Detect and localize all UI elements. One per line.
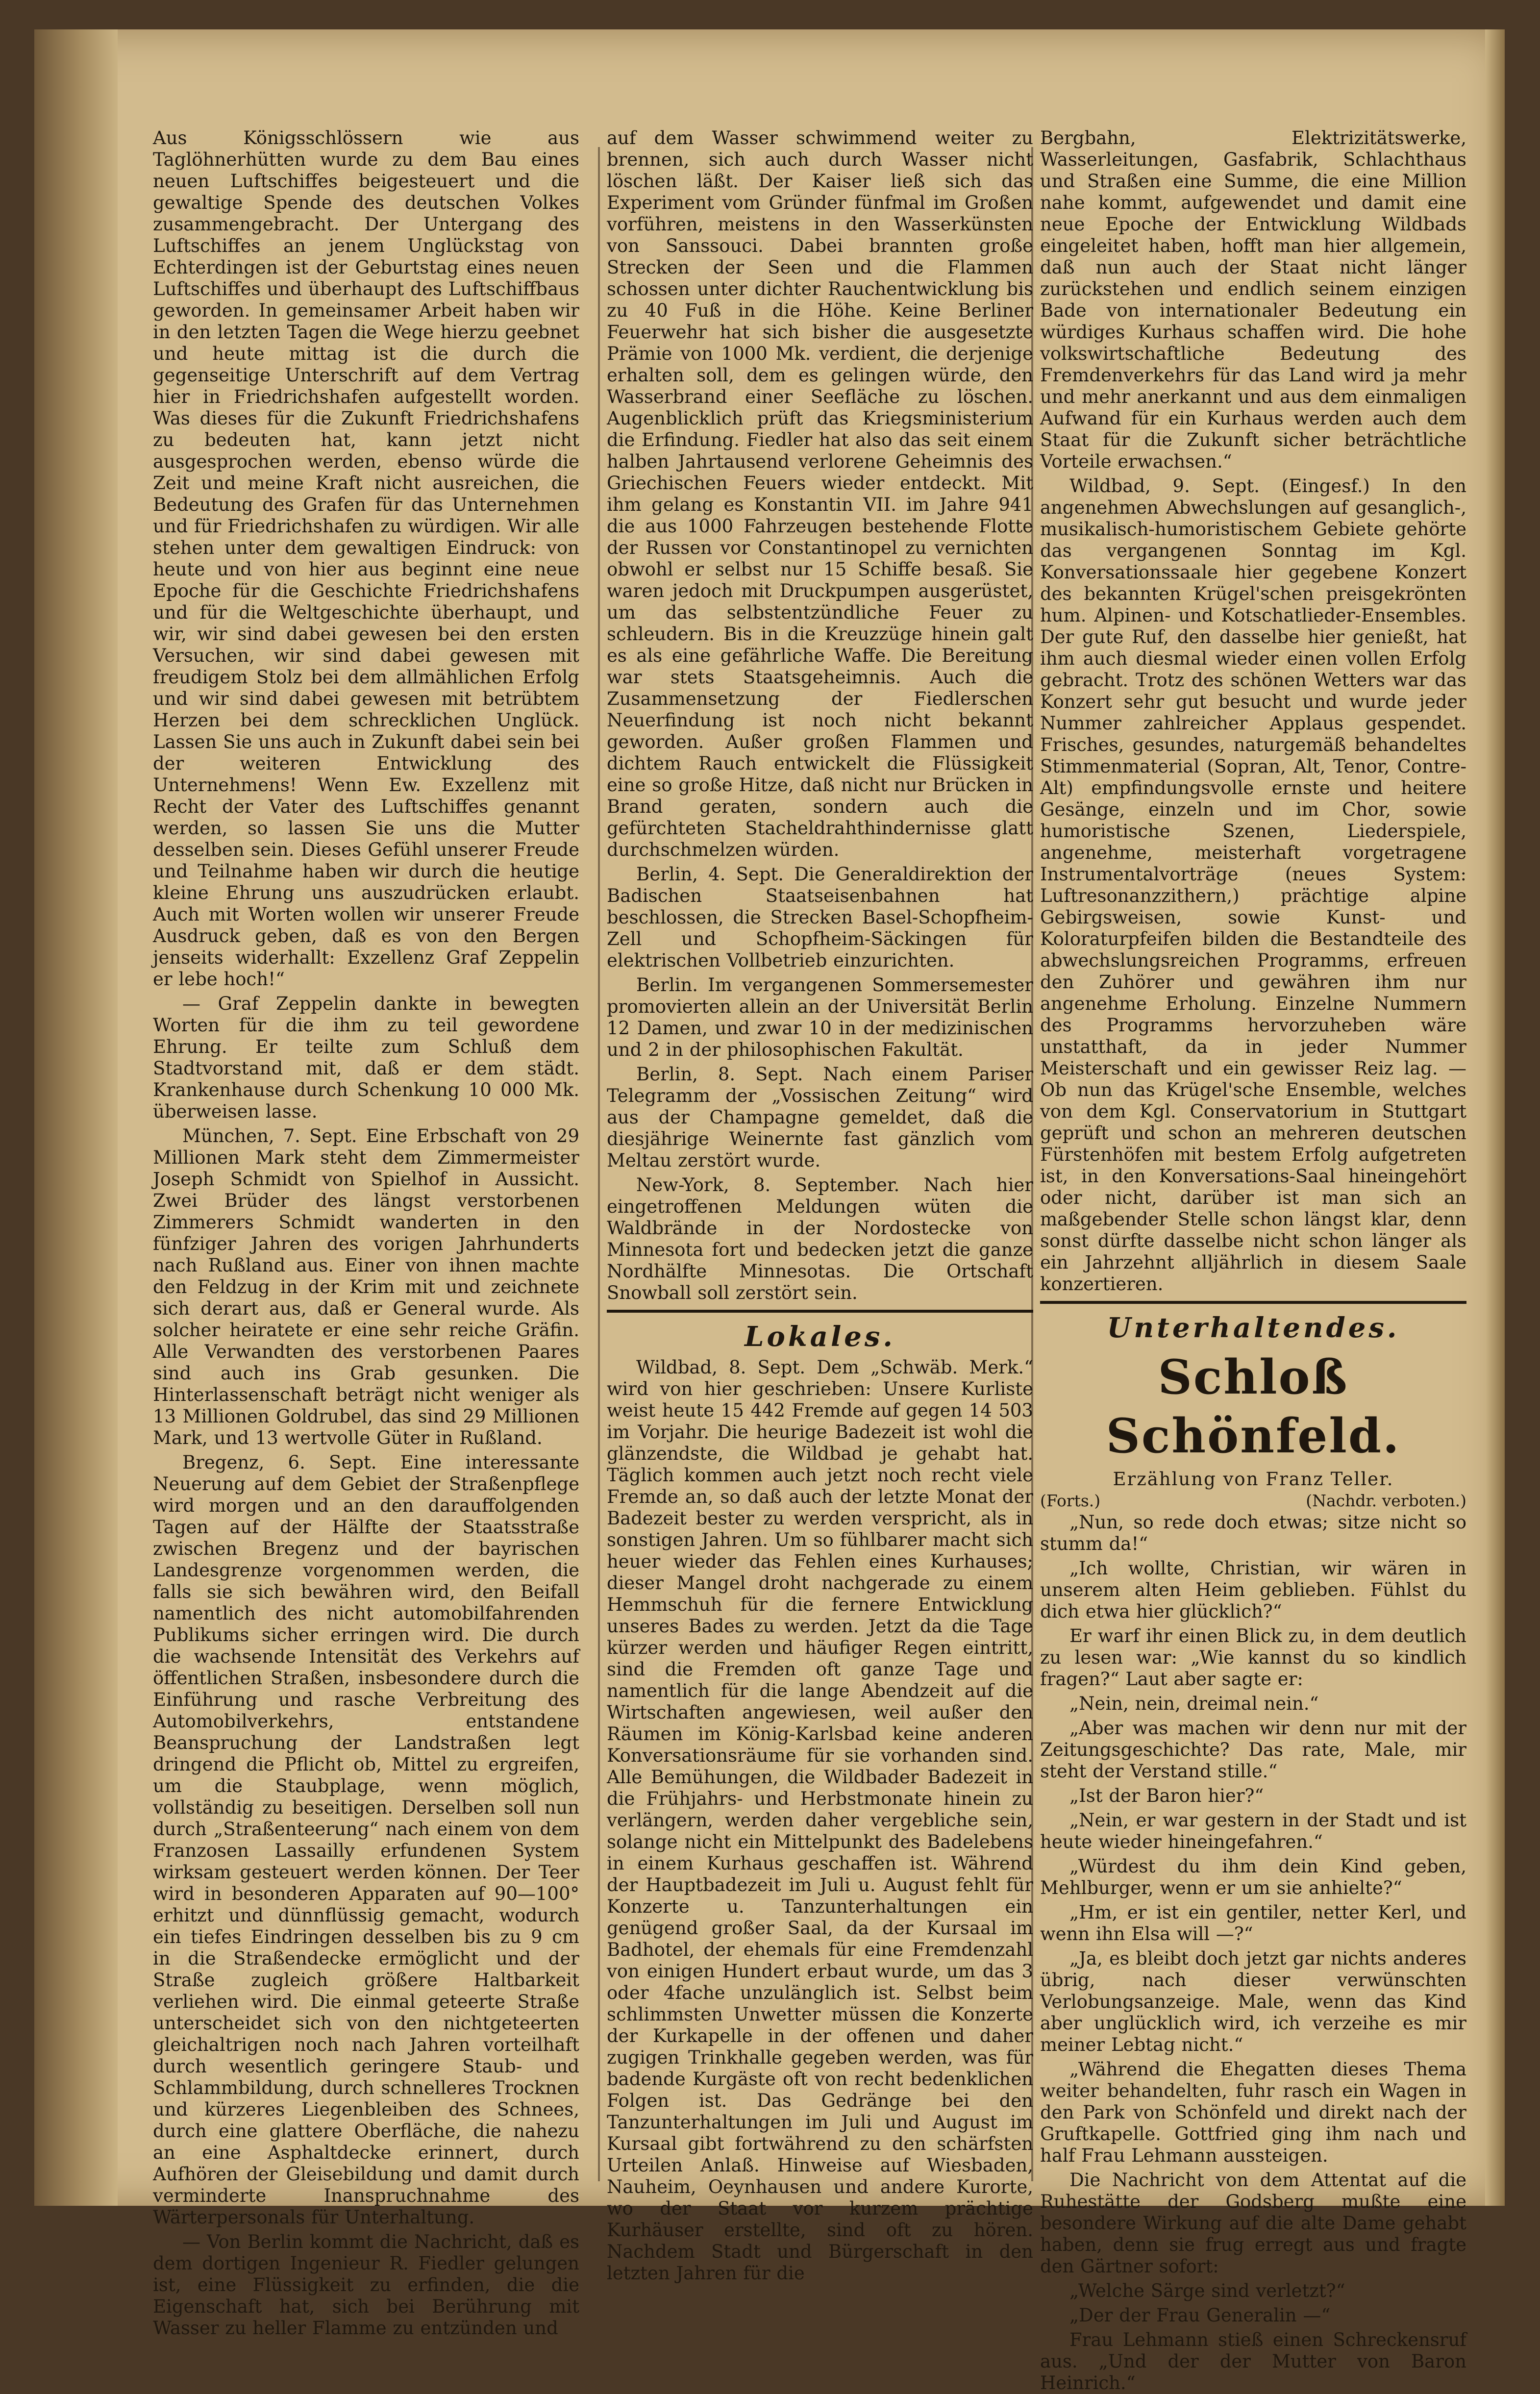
article-paragraph: München, 7. Sept. Eine Erbschaft von 29 Millionen Mark steht dem Zimmermeister Joseph Schmidt von Spielhof in Aussicht. Zwei Brüder des längst verstorbenen Zimmerers Schmidt wanderten in den fünfziger Jahren des vorigen Jahrhunderts nach Rußland aus. Einer von ihnen machte den Feldzug in der Krim mit und zeichnete sich derart aus, daß er General wurde. Als solcher heiratete er eine sehr reiche Gräfin. Alle Verwandten des verstorbenen Paares sind auch ins Grab gesunken. Die Hinterlassenschaft beträgt nicht weniger als 13 Millionen Goldrubel, das sind 29 Millionen Mark, und 13 wertvolle Güter in Rußland. xyxy=(153,1125,579,1448)
article-paragraph: „Ja, es bleibt doch jetzt gar nichts anderes übrig, nach dieser verwünschten Verlobungsanzeige. Male, wenn das Kind aber unglücklich wird, ich verzeihe es mir meiner Lebtag nicht.“ xyxy=(1040,1948,1466,2055)
article-paragraph: Aus Königsschlössern wie aus Taglöhnerhütten wurde zu dem Bau eines neuen Luftschiffes beigesteuert und die gewaltige Spende des deutschen Volkes zusammengebracht. Der Untergang des Luftschiffes an jenem Unglückstag von Echterdingen ist der Geburtstag eines neuen Luftschiffes und überhaupt des Luftschiffbaus geworden. In gemeinsamer Arbeit haben wir in den letzten Tagen die Wege hierzu geebnet und heute mittag ist die durch die gegenseitige Unterschrift auf dem Vertrag hier in Friedrichshafen aufgestellt worden. Was dieses für die Zukunft Friedrichshafens zu bedeuten hat, kann jetzt nicht ausgesprochen werden, ebenso würde die Zeit und meine Kraft nicht ausreichen, die Bedeutung des Grafen für das Unternehmen und für Friedrichshafen zu würdigen. Wir alle stehen unter dem gewaltigen Eindruck: von heute und von hier aus beginnt eine neue Epoche für die Geschichte Friedrichshafens und für die Weltgeschichte überhaupt, und wir, wir sind dabei gewesen bei den ersten Versuchen, wir sind dabei gewesen mit freudigem Stolz bei dem allmählichen Erfolg und wir sind dabei gewesen mit betrübtem Herzen bei dem schrecklichen Unglück. Lassen Sie uns auch in Zukunft dabei sein bei der weiteren Entwicklung des Unternehmens! Wenn Ew. Exzellenz mit Recht der Vater des Luftschiffes genannt werden, so lassen Sie uns die Mutter desselben sein. Dieses Gefühl unserer Freude und Teilnahme haben wir durch die heutige kleine Ehrung uns auszudrücken erlaubt. Auch mit Worten wollen wir unserer Freude Ausdruck geben, daß es von den Bergen jenseits widerhallt: Exzellenz Graf Zeppelin er lebe hoch!“ xyxy=(153,127,579,990)
unterhaltendes-heading: Unterhaltendes. xyxy=(1107,1312,1400,1344)
story-title: Schloß Schönfeld. xyxy=(1106,1349,1401,1464)
article-paragraph: Berlin, 4. Sept. Die Generaldirektion der Badischen Staatseisenbahnen hat beschlossen, die Strecken Basel-Schopfheim-Zell und Schopfheim-Säckingen für elektrischen Vollbetrieb einzurichten. xyxy=(607,864,1033,971)
article-paragraph: auf dem Wasser schwimmend weiter zu brennen, sich auch durch Wasser nicht löschen läßt. Der Kaiser ließ sich das Experiment vom Gründer fünfmal im Großen vorführen, meistens in den Wasserkünsten von Sanssouci. Dabei brannten große Strecken der Seen und die Flammen schossen unter dichter Rauchentwicklung bis zu 40 Fuß in die Höhe. Keine Berliner Feuerwehr hat sich bisher die ausgesetzte Prämie von 1000 Mk. verdient, die derjenige erhalten soll, dem es gelingen würde, den Wasserbrand einer Seefläche zu löschen. Augenblicklich prüft das Kriegsministerium die Erfindung. Fiedler hat also das seit einem halben Jahrtausend verlorene Geheimnis des Griechischen Feuers wieder entdeckt. Mit ihm gelang es Konstantin VII. im Jahre 941 die aus 1000 Fahrzeugen bestehende Flotte der Russen vor Constantinopel zu vernichten obwohl er selbst nur 15 Schiffe besaß. Sie waren jedoch mit Druckpumpen ausgerüstet, um das selbstentzündliche Feuer zu schleudern. Bis in die Kreuzzüge hinein galt es als eine gefährliche Waffe. Die Bereitung war stets Staatsgeheimnis. Auch die Zusammensetzung der Fiedlerschen Neuerfindung ist noch nicht bekannt geworden. Außer großen Flammen und dichtem Rauch entwickelt die Flüssigkeit eine so große Hitze, daß nicht nur Brücken in Brand geraten, sondern auch die gefürchteten Stacheldrahthindernisse glatt durchschmelzen würden. xyxy=(607,127,1033,860)
article-paragraph: Berlin. Im vergangenen Sommersemester promovierten allein an der Universität Berlin 12 Damen, und zwar 10 in der medizinischen und 2 in der philosophischen Fakultät. xyxy=(607,974,1033,1060)
article-paragraph: — Von Berlin kommt die Nachricht, daß es dem dortigen Ingenieur R. Fiedler gelungen ist, eine Flüssigkeit zu erfinden, die die Eigenschaft hat, sich bei Berührung mit Wasser zu heller Flamme zu entzünden und xyxy=(153,2231,579,2339)
section-rule xyxy=(1040,1301,1466,1304)
column-3 xyxy=(1040,127,1466,2394)
newspaper-page xyxy=(34,29,1505,2394)
article-paragraph: „Ist der Baron hier?“ xyxy=(1069,1785,1264,1806)
section-rule xyxy=(607,1310,1033,1313)
article-paragraph: Er warf ihr einen Blick zu, in dem deutlich zu lesen war: „Wie kannst du so kindlich fragen?“ Laut aber sagte er: xyxy=(1040,1625,1466,1690)
book-spine xyxy=(34,29,118,2206)
article-paragraph: Bregenz, 6. Sept. Eine interessante Neuerung auf dem Gebiet der Straßenpflege wird morgen und an den darauffolgenden Tagen auf der Hälfte der Staatsstraße zwischen Bregenz und der bayrischen Landesgrenze vorgenommen werden, die falls sie sich bewähren wird, den Beifall namentlich des nicht automobilfahrenden Publikums sicher erringen wird. Die durch die wachsende Intensität des Verkehrs auf öffentlichen Straßen, insbesondere durch die Einführung und rasche Verbreitung des Automobilverkehrs, entstandene Beanspruchung der Landstraßen legt dringend die Pflicht ob, Mittel zu ergreifen, um die Staubplage, wenn möglich, vollständig zu beseitigen. Derselben soll nun durch „Straßenteerung“ nach einem von dem Franzosen Lassailly erfundenen System wirksam gesteuert werden können. Der Teer wird in besonderen Apparaten auf 90—100° erhitzt und dünnflüssig gemacht, wodurch ein tiefes Eindringen desselben bis zu 9 cm in die Straßendecke ermöglicht und der Straße zugleich größere Haltbarkeit verliehen wird. Die einmal geteerte Straße unterscheidet sich von den nichtgeteerten gleichaltrigen noch nach Jahren vorteilhaft durch wesentlich geringere Staub- und Schlammbildung, durch schnelleres Trocknen und kürzeres Liegenbleiben des Schnees, durch eine glattere Oberfläche, die nahezu an eine Asphaltdecke erinnert, durch Aufhören der Gleisebildung und damit durch verminderte Inanspruchnahme des Wärterpersonals für Unterhaltung. xyxy=(153,1452,579,2228)
article-paragraph: „Welche Särge sind verletzt?“ xyxy=(1069,2280,1345,2301)
article-paragraph: Wildbad, 9. Sept. (Eingesf.) In den angenehmen Abwechslungen auf gesanglich-, musikalisch-humoristischem Gebiete gehörte das vergangenen Sonntag im Kgl. Konversationssaale hier gegebene Konzert des bekannten Krügel'schen preisgekrönten hum. Alpinen- und Kotschatlieder-Ensembles. Der gute Ruf, den dasselbe hier genießt, hat ihm auch diesmal wieder einen vollen Erfolg gebracht. Trotz des schönen Wetters war das Konzert sehr gut besucht und wurde jeder Nummer zahlreicher Applaus gespendet. Frisches, gesundes, naturgemäß behandeltes Stimmenmaterial (Sopran, Alt, Tenor, Contre-Alt) empfindungsvolle ernste und heitere Gesänge, einzeln und im Chor, sowie humoristische Szenen, Liederspiele, angenehme, meisterhaft vorgetragene Instrumentalvorträge (neues System: Luftresonanzzithern,) prächtige alpine Gebirgsweisen, sowie Kunst- und Koloraturpfeifen bilden die Bestandteile des abwechslungsreichen Programms, erfreuen den Zuhörer und gewähren ihm nur angenehme Erholung. Einzelne Nummern des Programms hervorzuheben wäre unstatthaft, da in jeder Nummer Meisterschaft und ein gewisser Reiz lag. — Ob nun das Krügel'sche Ensemble, welches von dem Kgl. Conservatorium in Stuttgart geprüft und schon an mehreren deutschen Fürstenhöfen mit bestem Erfolg aufgetreten ist, in den Konversations-Saal hineingehört oder nicht, darüber ist man sich an maßgebender Stelle schon längst klar, denn sonst dürfte dasselbe nicht schon länger als ein Jahrzehnt alljährlich in diesem Saale konzertieren. xyxy=(1040,475,1466,1295)
story-byline: Erzählung von Franz Teller. xyxy=(1113,1469,1394,1490)
article-paragraph: „Nein, er war gestern in der Stadt und ist heute wieder hineingefahren.“ xyxy=(1040,1810,1466,1852)
article-paragraph: Bergbahn, Elektrizitätswerke, Wasserleitungen, Gasfabrik, Schlachthaus und Straßen eine Summe, die eine Million nahe kommt, aufgewendet und damit eine neue Epoche der Entwicklung Wildbads eingeleitet haben, hofft man hier allgemein, daß nun auch der Staat nicht länger zurückstehen und endlich seinem einzigen Bade von internationaler Bedeutung ein würdiges Kurhaus schaffen wird. Die hohe volkswirtschaftliche Bedeutung des Fremdenverkehrs für das Land wird ja mehr und mehr anerkannt und aus dem einmaligen Aufwand für ein Kurhaus werden auch dem Staat für die Zukunft sicher beträchtliche Vorteile erwachsen.“ xyxy=(1040,127,1466,472)
article-paragraph: „Nun, so rede doch etwas; sitze nicht so stumm da!“ xyxy=(1040,1512,1466,1554)
article-paragraph: — Graf Zeppelin dankte in bewegten Worten für die ihm zu teil gewordene Ehrung. Er teilte zum Schluß dem Stadtvorstand mit, daß er dem städt. Krankenhause durch Schenkung 10 000 Mk. überweisen lasse. xyxy=(153,993,579,1122)
article-paragraph: Die Nachricht von dem Attentat auf die Ruhestätte der Godsberg mußte eine besondere Wirkung auf die alte Dame gehabt haben, denn sie frug erregt aus und fragte den Gärtner sofort: xyxy=(1040,2170,1466,2277)
article-paragraph: New-York, 8. September. Nach hier eingetroffenen Meldungen wüten die Waldbrände in der Nordostecke von Minnesota fort und bedecken jetzt die ganze Nordhälfte Minnesotas. Die Ortschaft Snowball soll zerstört sein. xyxy=(607,1174,1033,1303)
article-paragraph: „Würdest du ihm dein Kind geben, Mehlburger, wenn er um sie anhielte?“ xyxy=(1040,1856,1466,1898)
article-paragraph: „Ich wollte, Christian, wir wären in unserem alten Heim geblieben. Fühlst du dich etwa hier glücklich?“ xyxy=(1040,1558,1466,1622)
article-paragraph: „Aber was machen wir denn nur mit der Zeitungsgeschichte? Das rate, Male, mir steht der Verstand stille.“ xyxy=(1040,1718,1466,1782)
column-divider xyxy=(598,147,600,2181)
article-paragraph: „Während die Ehegatten dieses Thema weiter behandelten, fuhr rasch ein Wagen in den Park von Schönfeld und direkt nach der Gruftkapelle. Gottfried ging ihm nach und half Frau Lehmann aussteigen. xyxy=(1040,2059,1466,2166)
page-edge xyxy=(1485,29,1505,2206)
column-2 xyxy=(607,127,1033,2284)
article-paragraph: Frau Lehmann stieß einen Schreckensruf aus. „Und der der Mutter von Baron Heinrich.“ xyxy=(1040,2329,1466,2394)
article-paragraph: Wildbad, 8. Sept. Dem „Schwäb. Merk.“ wird von hier geschrieben: Unsere Kurliste weist heute 15 442 Fremde auf gegen 14 503 im Vorjahr. Die heurige Badezeit ist wohl die glänzendste, die Wildbad je gehabt hat. Täglich kommen auch jetzt noch recht viele Fremde an, so daß auch der letzte Monat der Badezeit bester zu werden verspricht, als in sonstigen Jahren. Um so fühlbarer macht sich heuer wieder das Fehlen eines Kurhauses; dieser Mangel droht nachgerade zu einem Hemmschuh für die fernere Entwicklung unseres Bades zu werden. Jetzt da die Tage kürzer werden und häufiger Regen eintritt, sind die Fremden oft ganze Tage und namentlich für die lange Abendzeit auf die Wirtschaften angewiesen, weil außer den Räumen im König-Karlsbad keine anderen Konversationsräume für sie vorhanden sind. Alle Bemühungen, die Wildbader Badezeit in die Frühjahrs- und Herbstmonate hinein zu verlängern, werden daher vergebliche sein, solange nicht ein Mittelpunkt des Badelebens in einem Kurhaus geschaffen ist. Während der Hauptbadezeit im Juli u. August fehlt für Konzerte u. Tanzunterhaltungen ein genügend großer Saal, da der Kursaal im Badhotel, der ehemals für eine Fremdenzahl von einigen Hundert erbaut wurde, um das 3 oder 4fache unzulänglich ist. Selbst beim schlimmsten Unwetter müssen die Konzerte der Kurkapelle in der offenen und daher zugigen Trinkhalle gegeben werden, was für badende Kurgäste oft von recht bedenklichen Folgen ist. Das Gedränge bei den Tanzunterhaltungen im Juli und August im Kursaal gibt fortwährend zu den schärfsten Urteilen Anlaß. Hinweise auf Wiesbaden, Nauheim, Oeynhausen und andere Kurorte, wo der Staat vor kurzem prächtige Kurhäuser erstellte, sind oft zu hören. Nachdem Stadt und Bürgerschaft in den letzten Jahren für die xyxy=(607,1357,1033,2284)
continuation-note: (Forts.) xyxy=(1040,1491,1101,1510)
reprint-note: (Nachdr. verboten.) xyxy=(1306,1491,1466,1510)
article-paragraph: „Der der Frau Generalin —“ xyxy=(1069,2305,1331,2326)
article-paragraph: „Hm, er ist ein gentiler, netter Kerl, und wenn ihn Elsa will —?“ xyxy=(1040,1902,1466,1945)
article-paragraph: „Nein, nein, dreimal nein.“ xyxy=(1069,1693,1319,1714)
column-1 xyxy=(153,127,579,2339)
lokales-heading: Lokales. xyxy=(745,1321,895,1353)
article-paragraph: Berlin, 8. Sept. Nach einem Pariser Telegramm der „Vossischen Zeitung“ wird aus der Champagne gemeldet, daß die diesjährige Weinernte fast gänzlich vom Meltau zerstört wurde. xyxy=(607,1064,1033,1171)
story-notes xyxy=(1040,1490,1466,1512)
